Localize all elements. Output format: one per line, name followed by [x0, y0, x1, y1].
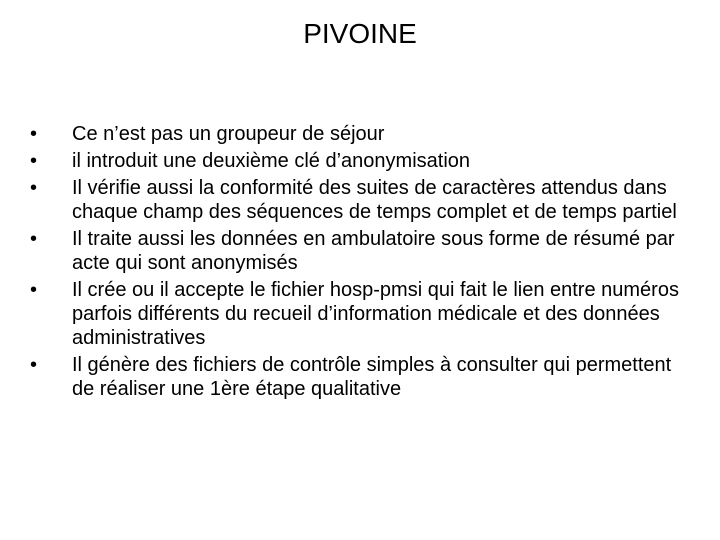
bullet-item: [28, 227, 688, 275]
bullet-dot-icon: •: [30, 279, 38, 301]
bullet-dot-icon: •: [30, 354, 38, 376]
bullet-dot-icon: •: [30, 177, 38, 199]
bullet-text: Il crée ou il accepte le fichier hosp-pmsi qui fait le lien entre numéros parfois différents du recueil d’information médicale et des données administratives: [72, 279, 679, 349]
bullet-dot-icon: •: [30, 123, 38, 145]
bullet-text: Il génère des fichiers de contrôle simples à consulter qui permettent de réaliser une 1ère étape qualitative: [72, 354, 672, 400]
bullet-dot-icon: •: [30, 150, 38, 172]
bullet-dot-icon: •: [30, 228, 38, 250]
bullet-text: Il vérifie aussi la conformité des suites de caractères attendus dans chaque champ des séquences de temps complet et de temps partiel: [72, 177, 677, 223]
bullet-text: Ce n’est pas un groupeur de séjour: [72, 123, 385, 145]
bullet-text: il introduit une deuxième clé d’anonymisation: [72, 150, 471, 172]
bullet-item: [28, 278, 688, 350]
bullet-item: [28, 353, 688, 401]
bullet-list: [28, 122, 688, 404]
bullet-item: [28, 122, 688, 146]
bullet-item: [28, 149, 688, 173]
bullet-item: [28, 176, 688, 224]
bullet-text: Il traite aussi les données en ambulatoire sous forme de résumé par acte qui sont anonymisés: [72, 228, 675, 274]
slide-title: PIVOINE: [303, 18, 417, 49]
